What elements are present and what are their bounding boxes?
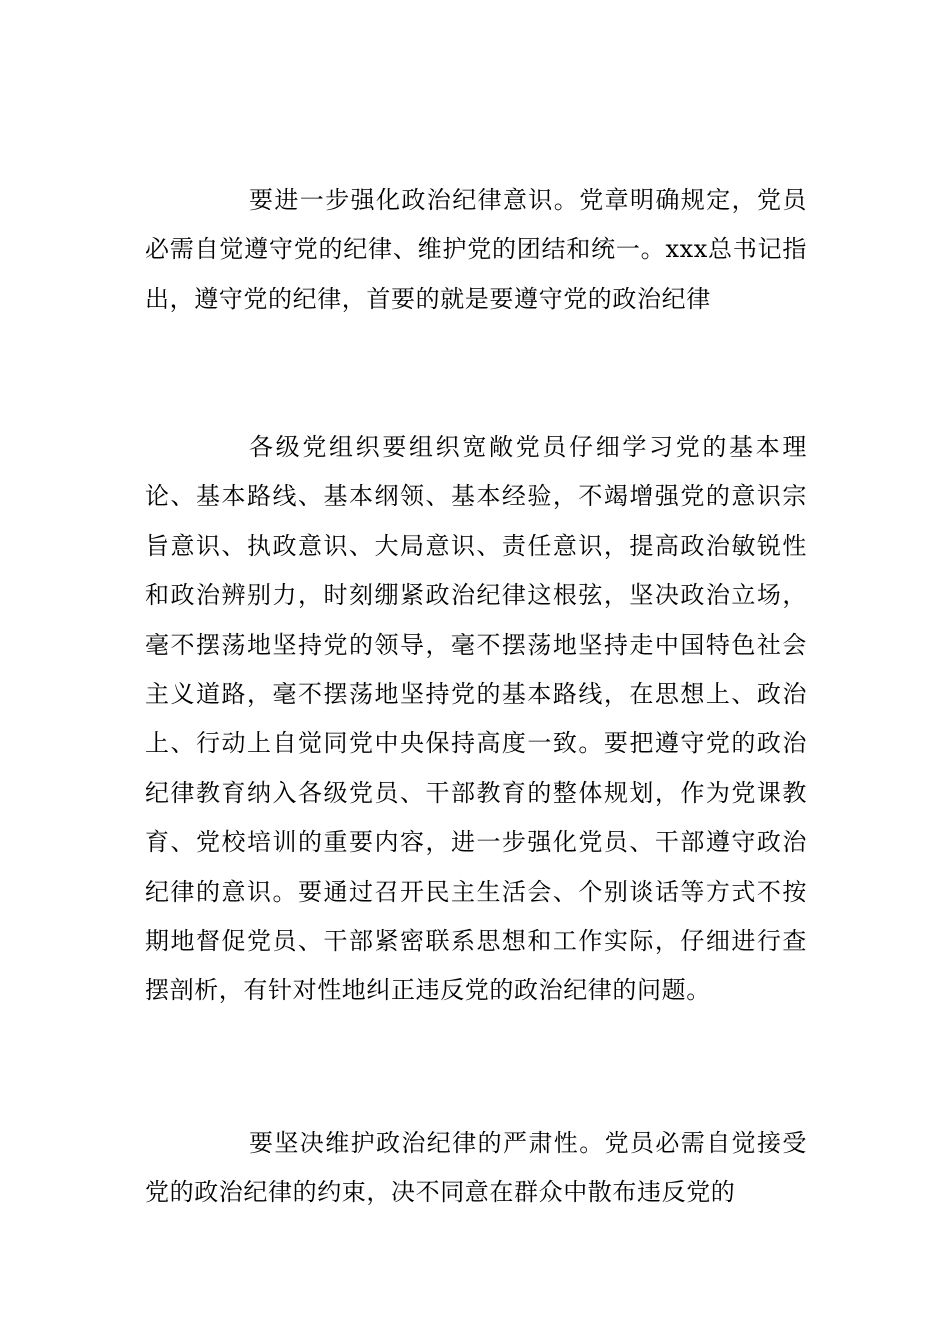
paragraph-political-discipline-awareness: 要进一步强化政治纪律意识。党章明确规定，党员必需自觉遵守党的纪律、维护党的团结和统一。xxx总书记指出，遵守党的纪律，首要的就是要遵守党的政治纪律 <box>145 186 807 313</box>
paragraph-party-organization-education: 各级党组织要组织宽敞党员仔细学习党的基本理论、基本路线、基本纲领、基本经验，不竭增强党的意识宗旨意识、执政意识、大局意识、责任意识，提高政治敏锐性和政治辨别力，时刻绷紧政治纪律这根弦，坚决政治立场，毫不摆荡地坚持党的领导，毫不摆荡地坚持走中国特色社会主义道路，毫不摆荡地坚持党的基本路线，在思想上、政治上、行动上自觉同党中央保持高度一致。要把遵守党的政治纪律教育纳入各级党员、干部教育的整体规划，作为党课教育、党校培训的重要内容，进一步强化党员、干部遵守政治纪律的意识。要通过召开民主生活会、个别谈话等方式不按期地督促党员、干部紧密联系思想和工作实际，仔细进行查摆剖析，有针对性地纠正违反党的政治纪律的问题。 <box>145 433 807 1005</box>
paragraph-discipline-seriousness: 要坚决维护政治纪律的严肃性。党员必需自觉接受党的政治纪律的约束，决不同意在群众中散布违反党的 <box>145 1129 807 1207</box>
